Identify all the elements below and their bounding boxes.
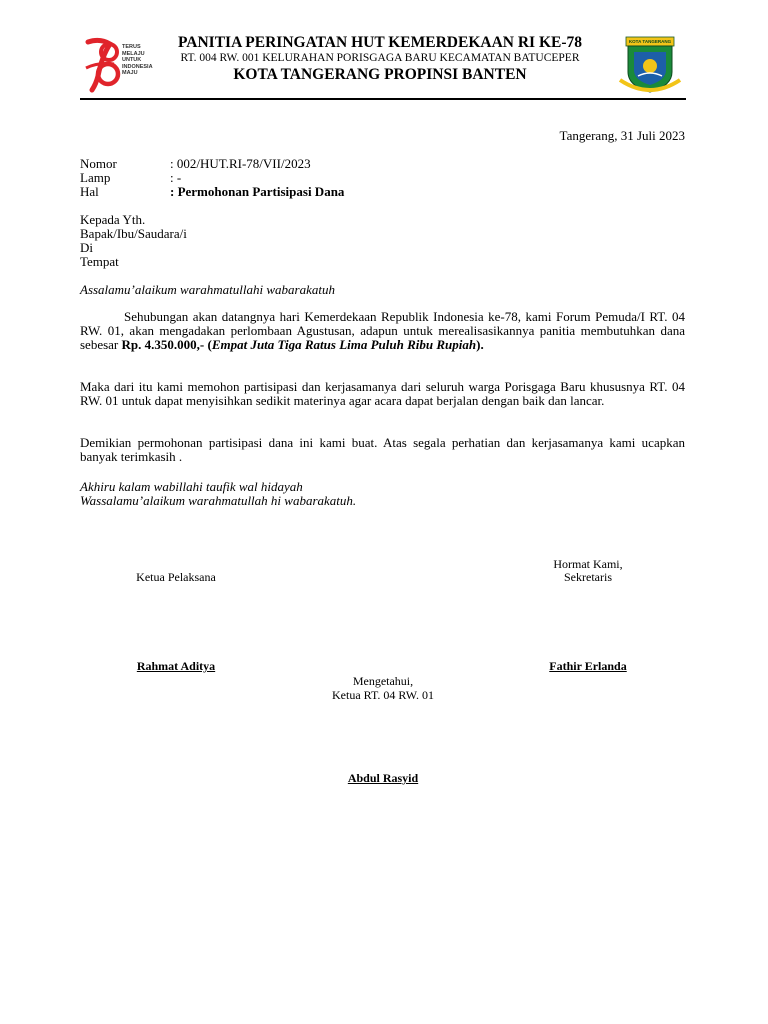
amount-figure: Rp. 4.350.000,-	[121, 337, 205, 352]
recipient-line: Tempat	[80, 254, 119, 269]
letter-date: Tangerang, 31 Juli 2023	[559, 128, 685, 143]
meta-row-lamp	[80, 170, 380, 185]
meta-value: : Permohonan Partisipasi Dana	[170, 184, 345, 199]
org-address: RT. 004 RW. 001 KELURAHAN PORISGAGA BARU KECAMATAN BATUCEPER	[180, 52, 580, 64]
signature-right-greeting: Hormat Kami,	[553, 557, 623, 571]
amount-paren-open: (	[204, 337, 212, 352]
opening-greeting: Assalamu’alaikum warahmatullahi wabarakatuh	[80, 282, 335, 297]
org-city: KOTA TANGERANG PROPINSI BANTEN	[233, 66, 527, 83]
paragraph-text: Sehubungan akan datangnya hari Kemerdekaan Republik Indonesia ke-78, kami Forum Pemuda/I RT. 04 RW. 01, akan mengadakan perlombaan Agustusan, adapun untuk merealisasikannya panitia membutuhkan dana sebesar	[80, 309, 685, 352]
meta-value: : -	[170, 170, 182, 185]
meta-key: Nomor	[80, 156, 117, 171]
logo-tagline	[122, 44, 153, 77]
signature-right-name: Fathir Erlanda	[549, 659, 627, 673]
amount-words: Empat Juta Tiga Ratus Lima Puluh Ribu Rupiah	[211, 337, 477, 352]
recipient-line: Bapak/Ibu/Saudara/i	[80, 226, 187, 241]
logo-tagline-line: UNTUK	[122, 57, 142, 64]
logo-tagline-line: MELAJU	[122, 50, 145, 57]
signature-left-role: Ketua Pelaksana	[136, 570, 216, 584]
recipient-line: Di	[80, 240, 93, 255]
meta-row-nomor	[80, 156, 380, 171]
meta-key: Hal	[80, 184, 99, 199]
signature-right-role: Sekretaris	[564, 570, 612, 584]
recipient-line: Kepada Yth.	[80, 212, 146, 227]
kota-tangerang-crest	[616, 36, 684, 96]
signature-center-role: Ketua RT. 04 RW. 01	[332, 688, 434, 702]
meta-row-hal	[80, 184, 400, 199]
logo-tagline-line: TERUS	[122, 44, 141, 50]
signature-left-name: Rahmat Aditya	[136, 659, 216, 673]
closing-line-2: Wassalamu’alaikum warahmatullah hi wabarakatuh.	[80, 493, 357, 508]
meta-value: : 002/HUT.RI-78/VII/2023	[170, 156, 311, 171]
closing-line-1: Akhiru kalam wabillahi taufik wal hidayah	[80, 479, 303, 494]
crest-icon	[616, 36, 684, 96]
body-paragraph-3: Demikian permohonan partisipasi dana ini kami buat. Atas segala perhatian dan kerjasamanya kami ucapkan banyak terimkasih .	[80, 435, 685, 464]
logo-tagline-line: INDONESIA	[122, 63, 153, 70]
amount-paren-close: ).	[476, 337, 484, 352]
header-rule	[80, 98, 686, 100]
org-title: PANITIA PERINGATAN HUT KEMERDEKAAN RI KE-78	[177, 34, 583, 51]
logo-tagline-line: MAJU	[122, 70, 138, 77]
body-paragraph-1	[80, 310, 685, 352]
signature-center-label: Mengetahui,	[352, 674, 414, 688]
signature-center-name: Abdul Rasyid	[347, 771, 419, 785]
crest-banner-text: KOTA TANGERANG	[628, 39, 672, 44]
body-paragraph-2: Maka dari itu kami memohon partisipasi dan kerjasamanya dari seluruh warga Porisgaga Baru khususnya RT. 04 RW. 01 untuk dapat menyisihkan sedikit materinya agar acara dapat berjalan dengan baik dan lancar.	[80, 379, 685, 408]
meta-key: Lamp	[80, 170, 111, 185]
